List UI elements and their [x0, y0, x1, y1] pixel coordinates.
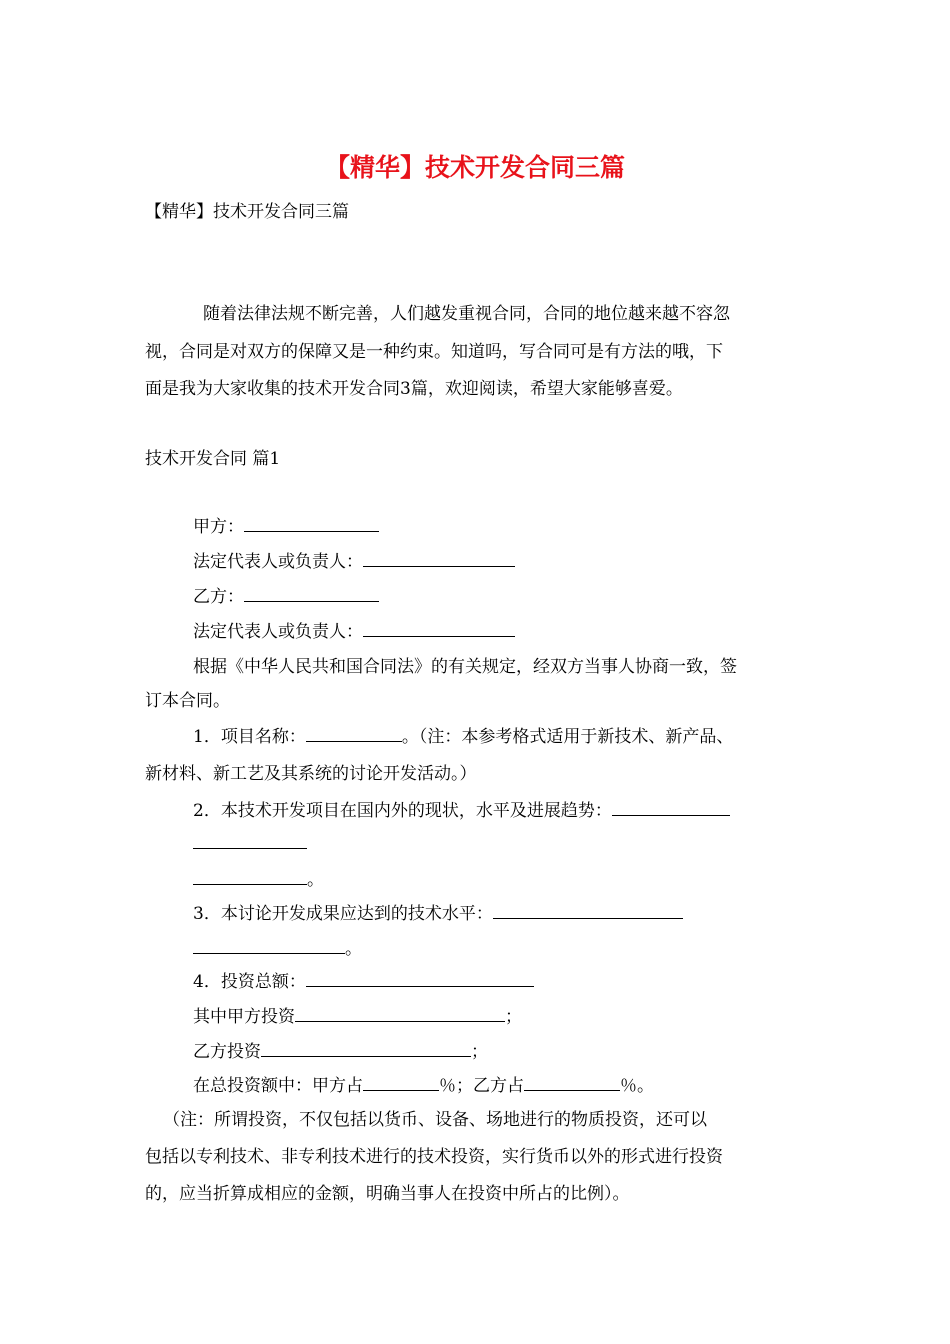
basis-line-1: 根据《中华人民共和国合同法》的有关规定，经双方当事人协商一致，签 — [193, 657, 737, 677]
item-1-note: 。（注：本参考格式适用于新技术、新产品、 — [401, 727, 734, 747]
item-4-label: 4．投资总额： — [193, 972, 306, 992]
legal-rep-b-label: 法定代表人或负责人： — [193, 622, 363, 642]
item-1-blank — [306, 725, 402, 742]
document-title: 【精华】技术开发合同三篇 — [324, 153, 625, 182]
legal-rep-b-blank — [363, 620, 515, 637]
item-1-label: 1．项目名称： — [193, 727, 306, 747]
invest-b-semicolon: ； — [471, 1042, 488, 1062]
item-1-continuation: 新材料、新工艺及其系统的讨论开发活动。） — [145, 764, 477, 784]
item-2-label: 2．本技术开发项目在国内外的现状，水平及进展趋势： — [193, 801, 612, 821]
party-a-line — [193, 515, 379, 539]
ratio-a-blank — [363, 1074, 439, 1091]
invest-a-label: 其中甲方投资 — [193, 1007, 295, 1027]
intro-line-3: 面是我为大家收集的技术开发合同3篇，欢迎阅读，希望大家能够喜爱。 — [145, 379, 683, 399]
document-subtitle: 【精华】技术开发合同三篇 — [145, 202, 349, 222]
legal-rep-a-label: 法定代表人或负责人： — [193, 552, 363, 572]
item-2-line — [193, 799, 730, 823]
intro-line-2: 视，合同是对双方的保障又是一种约束。知道吗，写合同可是有方法的哦，下 — [145, 342, 723, 362]
item-2-blank-1 — [612, 799, 730, 816]
item-3-blank-line-2 — [193, 937, 362, 961]
note-line-2: 包括以专利技术、非专利技术进行的技术投资，实行货币以外的形式进行投资 — [145, 1147, 723, 1167]
note-line-1: （注：所谓投资，不仅包括以货币、设备、场地进行的物质投资，还可以 — [163, 1110, 707, 1130]
basis-line-2: 订本合同。 — [145, 691, 230, 711]
section-heading: 技术开发合同 篇1 — [145, 449, 281, 469]
item-2-end: 。 — [307, 870, 324, 890]
item-3-end: 。 — [345, 939, 362, 959]
item-3-blank-2 — [193, 937, 345, 954]
party-b-line — [193, 585, 379, 609]
invest-b-line — [193, 1040, 488, 1064]
invest-b-blank — [261, 1040, 471, 1057]
item-2-blank-2 — [193, 832, 307, 849]
ratio-b-blank — [524, 1074, 620, 1091]
party-a-blank — [244, 515, 379, 532]
party-a-label: 甲方： — [193, 517, 244, 537]
item-1-line — [193, 725, 733, 749]
ratio-prefix: 在总投资额中：甲方占 — [193, 1076, 363, 1096]
legal-rep-b-line — [193, 620, 515, 644]
ratio-end: ％。 — [620, 1076, 654, 1096]
party-b-blank — [244, 585, 379, 602]
party-b-label: 乙方： — [193, 587, 244, 607]
intro-line-1: 随着法律法规不断完善，人们越发重视合同，合同的地位越来越不容忽 — [203, 304, 730, 324]
item-3-label: 3．本讨论开发成果应达到的技术水平： — [193, 904, 493, 924]
legal-rep-a-line — [193, 550, 515, 574]
legal-rep-a-blank — [363, 550, 515, 567]
item-4-blank — [306, 970, 534, 987]
item-2-blank-line-2 — [193, 832, 307, 856]
item-4-line — [193, 970, 534, 994]
note-line-3: 的，应当折算成相应的金额，明确当事人在投资中所占的比例）。 — [145, 1184, 630, 1204]
item-3-line — [193, 902, 683, 926]
invest-a-line — [193, 1005, 522, 1029]
item-2-blank-line-3 — [193, 868, 324, 892]
item-2-blank-3 — [193, 868, 307, 885]
ratio-mid: ％；乙方占 — [439, 1076, 524, 1096]
invest-b-label: 乙方投资 — [193, 1042, 261, 1062]
item-3-blank-1 — [493, 902, 683, 919]
invest-a-blank — [295, 1005, 505, 1022]
invest-a-semicolon: ； — [505, 1007, 522, 1027]
ratio-line — [193, 1074, 654, 1098]
